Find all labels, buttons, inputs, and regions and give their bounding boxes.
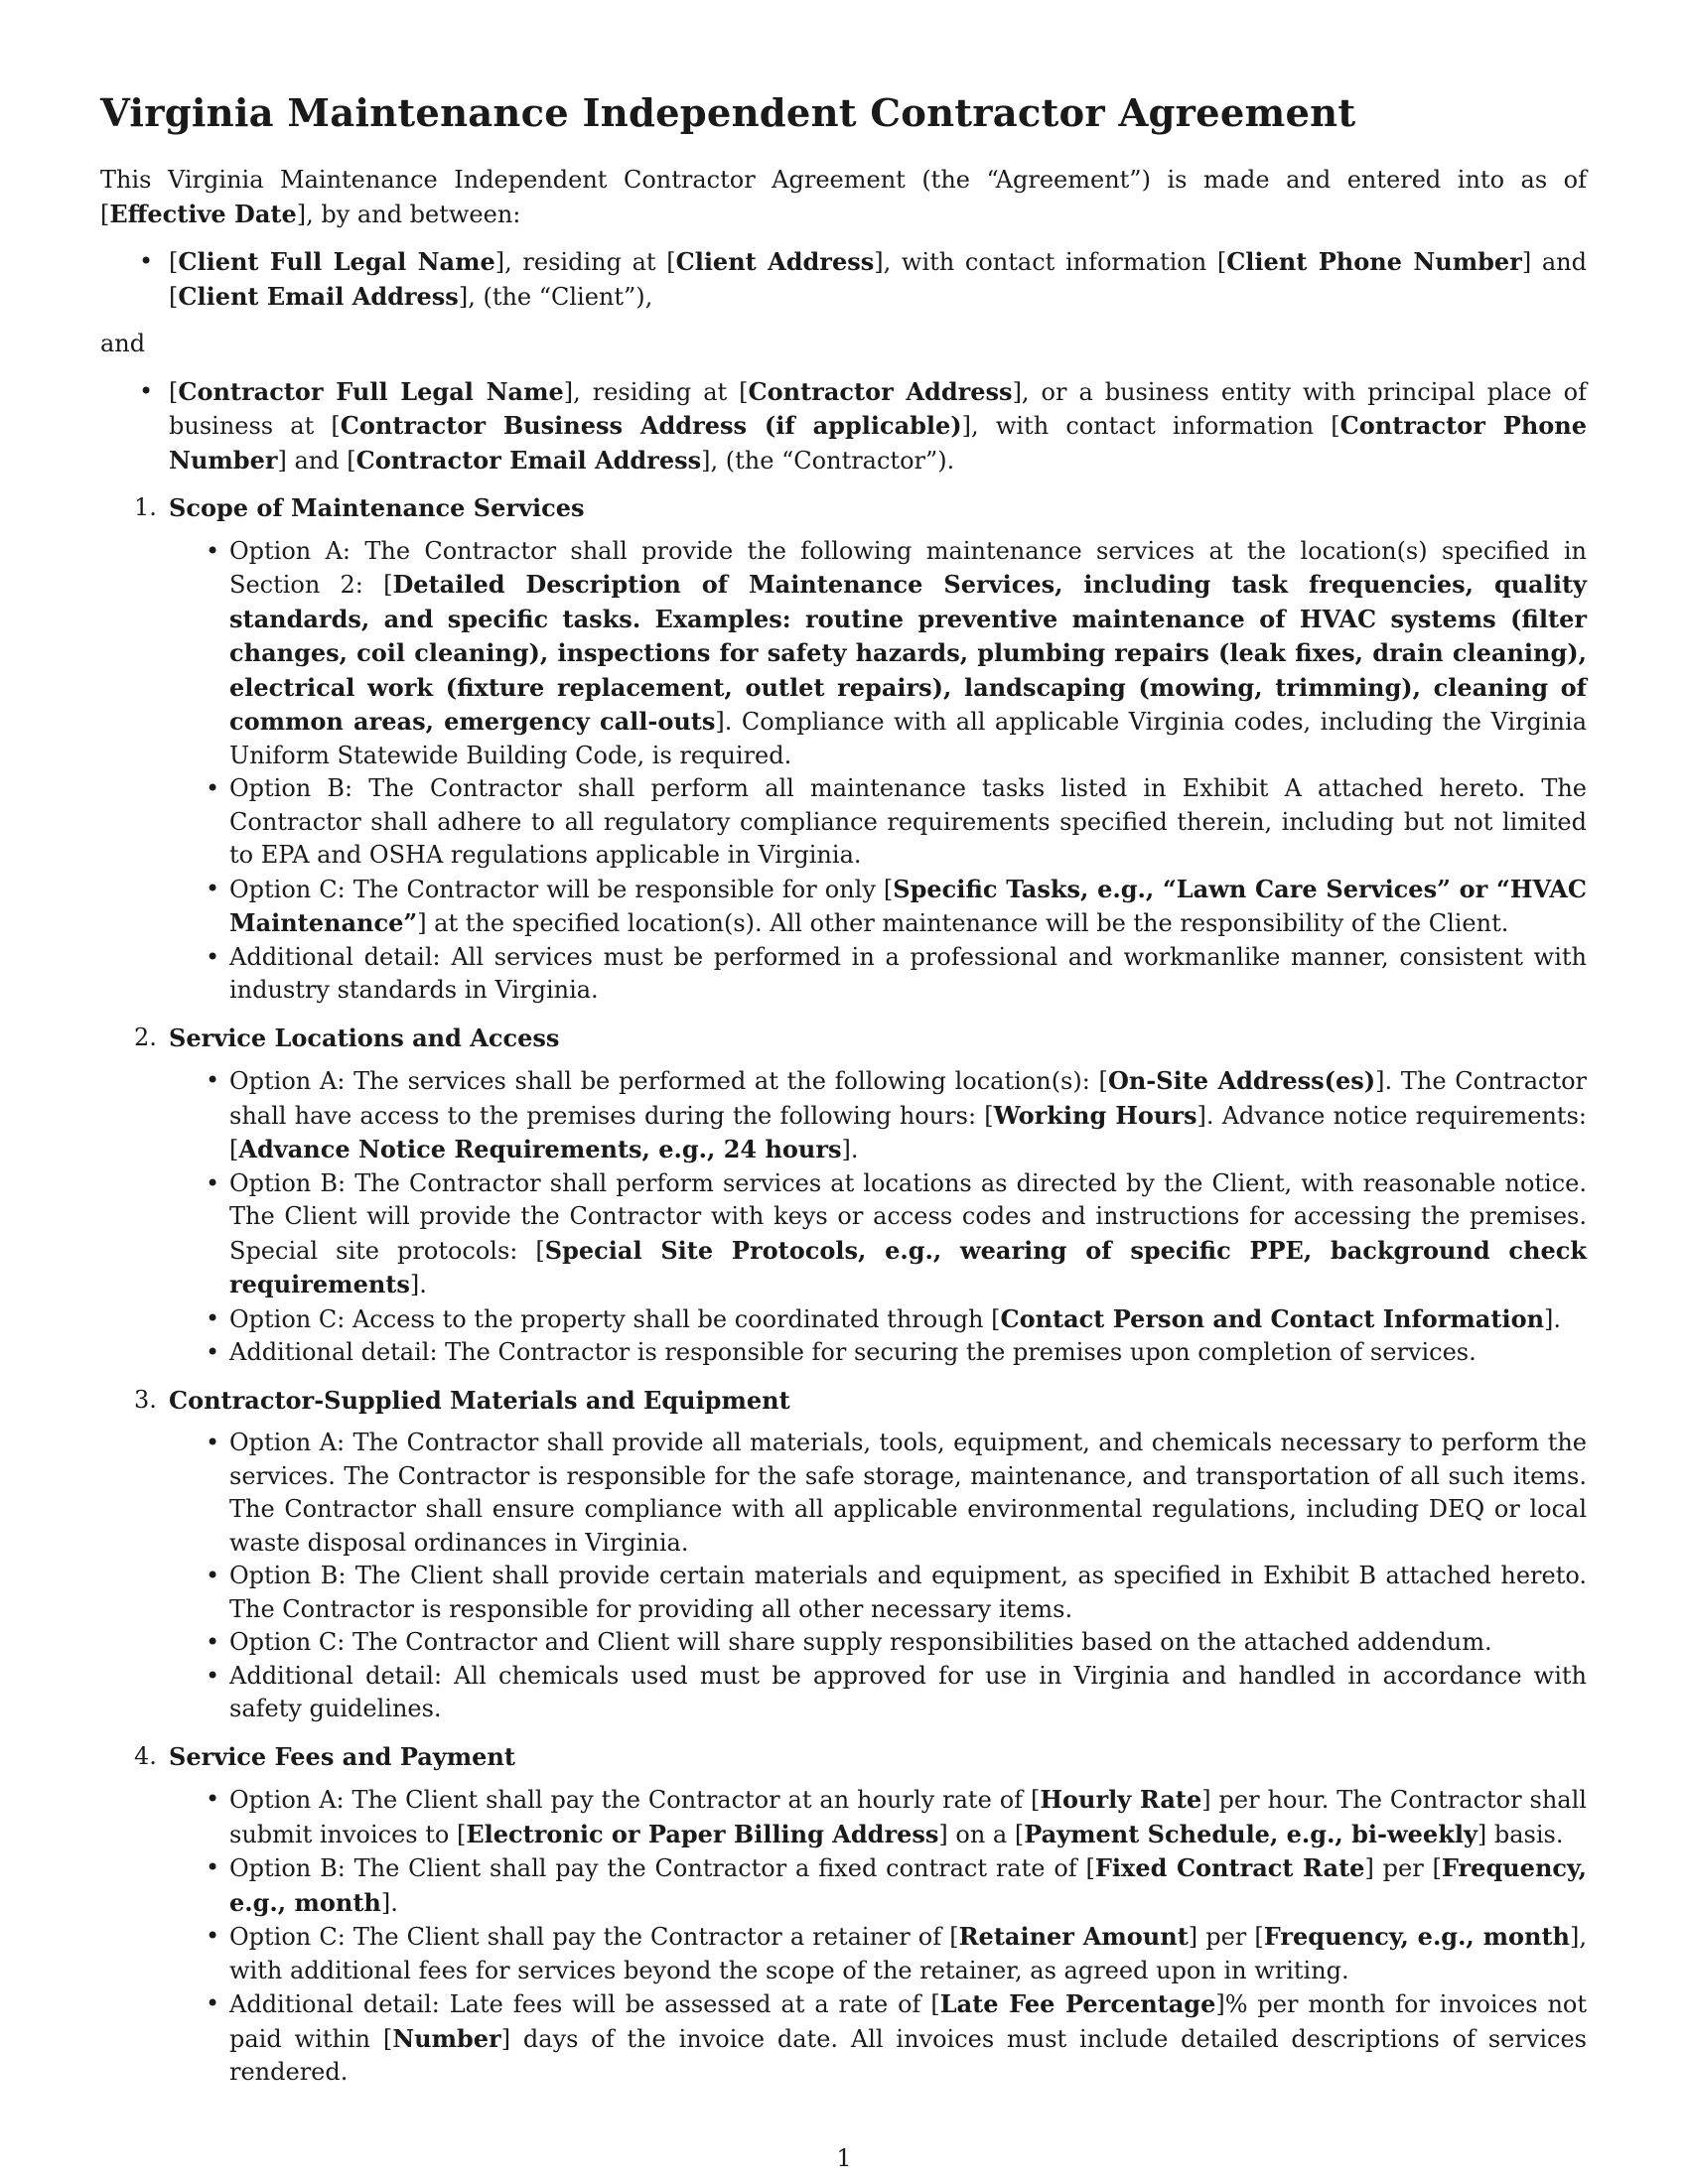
contractor-party-list [100,375,1587,478]
option-b: • Option B: The Contractor shall perform all maintenance tasks listed in Exhibit A attached hereto. The Contractor shall adhere to all regulatory compliance requirements specified therein, including but not limited to EPA and OSHA regulations applicable in Virginia. [229,772,1587,873]
client-phone-placeholder: Client Phone Number [1226,247,1522,276]
specific-tasks-placeholder: Specific Tasks, e.g., “Lawn Care Services” or “HVAC Maintenance” [229,874,1587,937]
client-party-item: • [Client Full Legal Name], residing at [Client Address], with contact information [Client Phone Number] and [Client Email Address], (the “Client”), [169,245,1587,314]
contractor-name-placeholder: Contractor Full Legal Name [178,376,564,406]
option-b: • Option B: The Contractor shall perform services at locations as directed by the Client, with reasonable notice. The Client will provide the Contractor with keys or access codes and instructions for accessing the premises. Special site protocols: [Special Site Protocols, e.g., wearing of specific PPE, background check requirements]. [229,1167,1587,1302]
section-number: 3. [134,1385,157,1414]
additional-detail: • Additional detail: The Contractor is responsible for securing the premises upon completion of services. [229,1336,1587,1370]
intro-paragraph: This Virginia Maintenance Independent Contractor Agreement (the “Agreement”) is made and entered into as of [Effective Date], by and between: [100,166,1587,228]
contractor-email-placeholder: Contractor Email Address [355,445,702,475]
client-address-placeholder: Client Address [675,247,875,276]
option-list [169,535,1587,1008]
site-protocols-placeholder: Special Site Protocols, e.g., wearing of specific PPE, background check requirements [229,1235,1587,1298]
services-description-placeholder: Detailed Description of Maintenance Services, including task frequencies, quality standards, and specific tasks. Examples: routine preventive maintenance of HVAC systems (filter changes, coil cleaning), inspections for safety hazards, plumbing repairs (leak fixes, drain cleaning), electrical work (fixture replacement, outlet repairs), landscaping (mowing, trimming), cleaning of common areas, emergency call-outs [229,570,1587,736]
client-name-placeholder: Client Full Legal Name [178,247,495,276]
and-connector: and [100,330,146,357]
working-hours-placeholder: Working Hours [993,1100,1197,1130]
document-page [100,91,1587,2104]
days-number-placeholder: Number [392,2023,501,2053]
billing-address-placeholder: Electronic or Paper Billing Address [466,1819,939,1848]
client-email-placeholder: Client Email Address [178,281,459,311]
option-list [169,1427,1587,1726]
option-c: • Option C: The Client shall pay the Contractor a retainer of [Retainer Amount] per [Frequency, e.g., month], with additional fees for services beyond the scope of the retainer, as agreed upon in writing. [229,1920,1587,1987]
late-fee-placeholder: Late Fee Percentage [939,1989,1216,2018]
contact-person-placeholder: Contact Person and Contact Information [1000,1303,1545,1333]
option-b: • Option B: The Client shall provide certain materials and equipment, as specified in Exhibit B attached hereto. The Contractor is responsible for providing all other necessary items. [229,1560,1587,1626]
additional-detail: • Additional detail: Late fees will be assessed at a rate of [Late Fee Percentage]% per month for invoices not paid within [Number] days of the invoice date. All invoices must include detailed descriptions of services rendered. [229,1987,1587,2090]
option-a: • Option A: The services shall be performed at the following location(s): [On-Site Address(es)]. The Contractor shall have access to the premises during the following hours: [Working Hours]. Advance notice requirements: [Advance Notice Requirements, e.g., 24 hours]. [229,1064,1587,1167]
advance-notice-placeholder: Advance Notice Requirements, e.g., 24 hours [238,1135,842,1163]
option-a: • Option A: The Contractor shall provide the following maintenance services at the location(s) specified in Section 2: [Detailed Description of Maintenance Services, including task frequencies, quality standards, and specific tasks. Examples: routine preventive maintenance of HVAC systems (filter changes, coil cleaning), inspections for safety hazards, plumbing repairs (leak fixes, drain cleaning), electrical work (fixture replacement, outlet repairs), landscaping (mowing, trimming), cleaning of common areas, emergency call-outs]. Compliance with all applicable Virginia codes, including the Virginia Uniform Statewide Building Code, is required. [229,535,1587,773]
additional-detail: • Additional detail: All services must be performed in a professional and workmanlike manner, consistent with industry standards in Virginia. [229,941,1587,1008]
section-fees [134,1740,1588,2090]
page-number: 1 [836,2144,852,2172]
section-heading: Service Locations and Access [169,1023,560,1052]
section-locations [134,1022,1588,1370]
contractor-address-placeholder: Contractor Address [748,376,1013,406]
frequency-placeholder: Frequency, e.g., month [229,1853,1588,1917]
option-list [169,1783,1587,2090]
option-a: • Option A: The Contractor shall provide all materials, tools, equipment, and chemicals necessary to perform the services. The Contractor is responsible for the safe storage, maintenance, and transportation of all such items. The Contractor shall ensure compliance with all applicable environmental regulations, including DEQ or local waste disposal ordinances in Virginia. [229,1427,1587,1560]
payment-schedule-placeholder: Payment Schedule, e.g., bi-weekly [1024,1819,1477,1848]
section-scope [134,491,1587,1008]
fixed-rate-placeholder: Fixed Contract Rate [1094,1853,1365,1882]
onsite-address-placeholder: On-Site Address(es) [1107,1066,1376,1095]
retainer-amount-placeholder: Retainer Amount [958,1922,1189,1951]
section-heading: Contractor-Supplied Materials and Equipment [169,1385,790,1415]
contractor-phone-placeholder: Contractor Phone Number [169,411,1587,475]
hourly-rate-placeholder: Hourly Rate [1040,1785,1202,1814]
section-number: 2. [134,1023,157,1051]
contractor-business-address-placeholder: Contractor Business Address (if applicable) [340,411,962,440]
option-b: • Option B: The Client shall pay the Contractor a fixed contract rate of [Fixed Contract Rate] per [Frequency, e.g., month]. [229,1851,1587,1920]
section-number: 4. [134,1741,157,1770]
section-heading: Service Fees and Payment [169,1741,515,1771]
sections-list [100,491,1587,2090]
option-c: • Option C: The Contractor and Client will share supply responsibilities based on the attached addendum. [229,1626,1587,1660]
option-list [169,1064,1587,1370]
option-c: • Option C: Access to the property shall be coordinated through [Contact Person and Contact Information]. [229,1302,1587,1337]
option-c: • Option C: The Contractor will be responsible for only [Specific Tasks, e.g., “Lawn Care Services” or “HVAC Maintenance”] at the specified location(s). All other maintenance will be the responsibility of the Client. [229,873,1587,941]
client-party-list [100,245,1587,314]
additional-detail: • Additional detail: All chemicals used must be approved for use in Virginia and handled in accordance with safety guidelines. [229,1660,1587,1726]
section-heading: Scope of Maintenance Services [169,493,585,522]
contractor-party-item: • [Contractor Full Legal Name], residing at [Contractor Address], or a business entity with principal place of business at [Contractor Business Address (if applicable)], with contact information [Contractor Phone Number] and [Contractor Email Address], (the “Contractor”). [169,375,1587,478]
document-title: Virginia Maintenance Independent Contractor Agreement [100,91,1356,136]
frequency-placeholder: Frequency, e.g., month [1263,1922,1571,1951]
section-materials [134,1384,1587,1726]
option-a: • Option A: The Client shall pay the Contractor at an hourly rate of [Hourly Rate] per hour. The Contractor shall submit invoices to [Electronic or Paper Billing Address] on a [Payment Schedule, e.g., bi-weekly] basis. [229,1783,1587,1851]
effective-date-placeholder: Effective Date [109,199,297,228]
section-number: 1. [134,493,157,521]
